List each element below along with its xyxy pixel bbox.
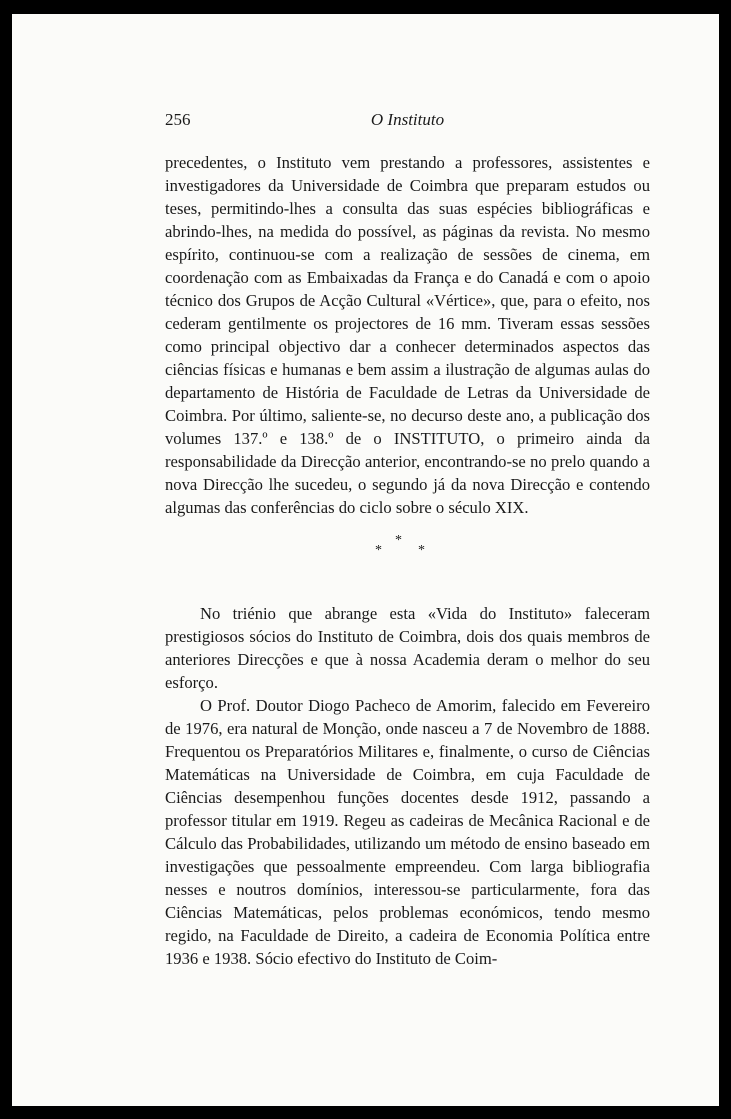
- separator-star: *: [375, 543, 382, 558]
- running-head: [165, 110, 650, 134]
- paragraph-obituaries-intro: No triénio que abrange esta «Vida do Instituto» faleceram prestigiosos sócios do Instituto de Coimbra, dois dos quais membros de anteriores Direcções e que à nossa Academia deram o melhor do seu esforço.: [165, 604, 650, 692]
- paragraph-pacheco-de-amorim: O Prof. Doutor Diogo Pacheco de Amorim, falecido em Fevereiro de 1976, era natural de Monção, onde nasceu a 7 de Novembro de 1888. Frequentou os Preparatórios Militares e, finalmente, o curso de Ciências Matemáticas na Universidade de Coimbra, em cuja Faculdade de Ciências desempenhou funções docentes desde 1912, passando a professor titular em 1919. Regeu as cadeiras de Mecânica Racional e de Cálculo das Probabilidades, utilizando um método de ensino baseado em investigações que pessoalmente empreendeu. Com larga bibliografia nesses e noutros domínios, interessou-se particularmente, fora das Ciências Matemáticas, pelos problemas económicos, tendo mesmo regido, na Faculdade de Direito, a cadeira de Economia Política entre 1936 e 1938. Sócio efectivo do Instituto de Coim-: [165, 696, 650, 968]
- page-number: 256: [165, 110, 191, 129]
- separator-star: *: [395, 533, 402, 548]
- separator-star: *: [418, 543, 425, 558]
- paragraph-continued: precedentes, o Instituto vem prestando a professores, assistentes e investigadores da Universidade de Coimbra que preparam estudos ou teses, permitindo-lhes a consulta das suas espécies bibliográficas e abrindo-lhes, na medida do possível, as páginas da revista. No mesmo espírito, continuou-se com a realização de sessões de cinema, em coordenação com as Embaixadas da França e do Canadá e com o apoio técnico dos Grupos de Acção Cultural «Vértice», que, para o efeito, nos cederam gentilmente os projectores de 16 mm. Tiveram essas sessões como principal objectivo dar a conhecer determinados aspectos das ciências físicas e humanas e bem assim a ilustração de algumas aulas do departamento de História de Faculdade de Letras da Universidade de Coimbra. Por último, saliente-se, no decurso deste ano, a publicação dos volumes 137.º e 138.º de o INSTITUTO, o primeiro ainda da responsabilidade da Direcção anterior, encontrando-se no prelo quando a nova Direcção lhe sucedeu, o segundo já da nova Direcção e contendo algumas das conferências do ciclo sobre o século XIX.: [165, 153, 650, 517]
- body-text: [165, 151, 650, 970]
- running-title: O Instituto: [370, 110, 445, 129]
- section-separator: [165, 534, 650, 588]
- document-page: [12, 14, 719, 1106]
